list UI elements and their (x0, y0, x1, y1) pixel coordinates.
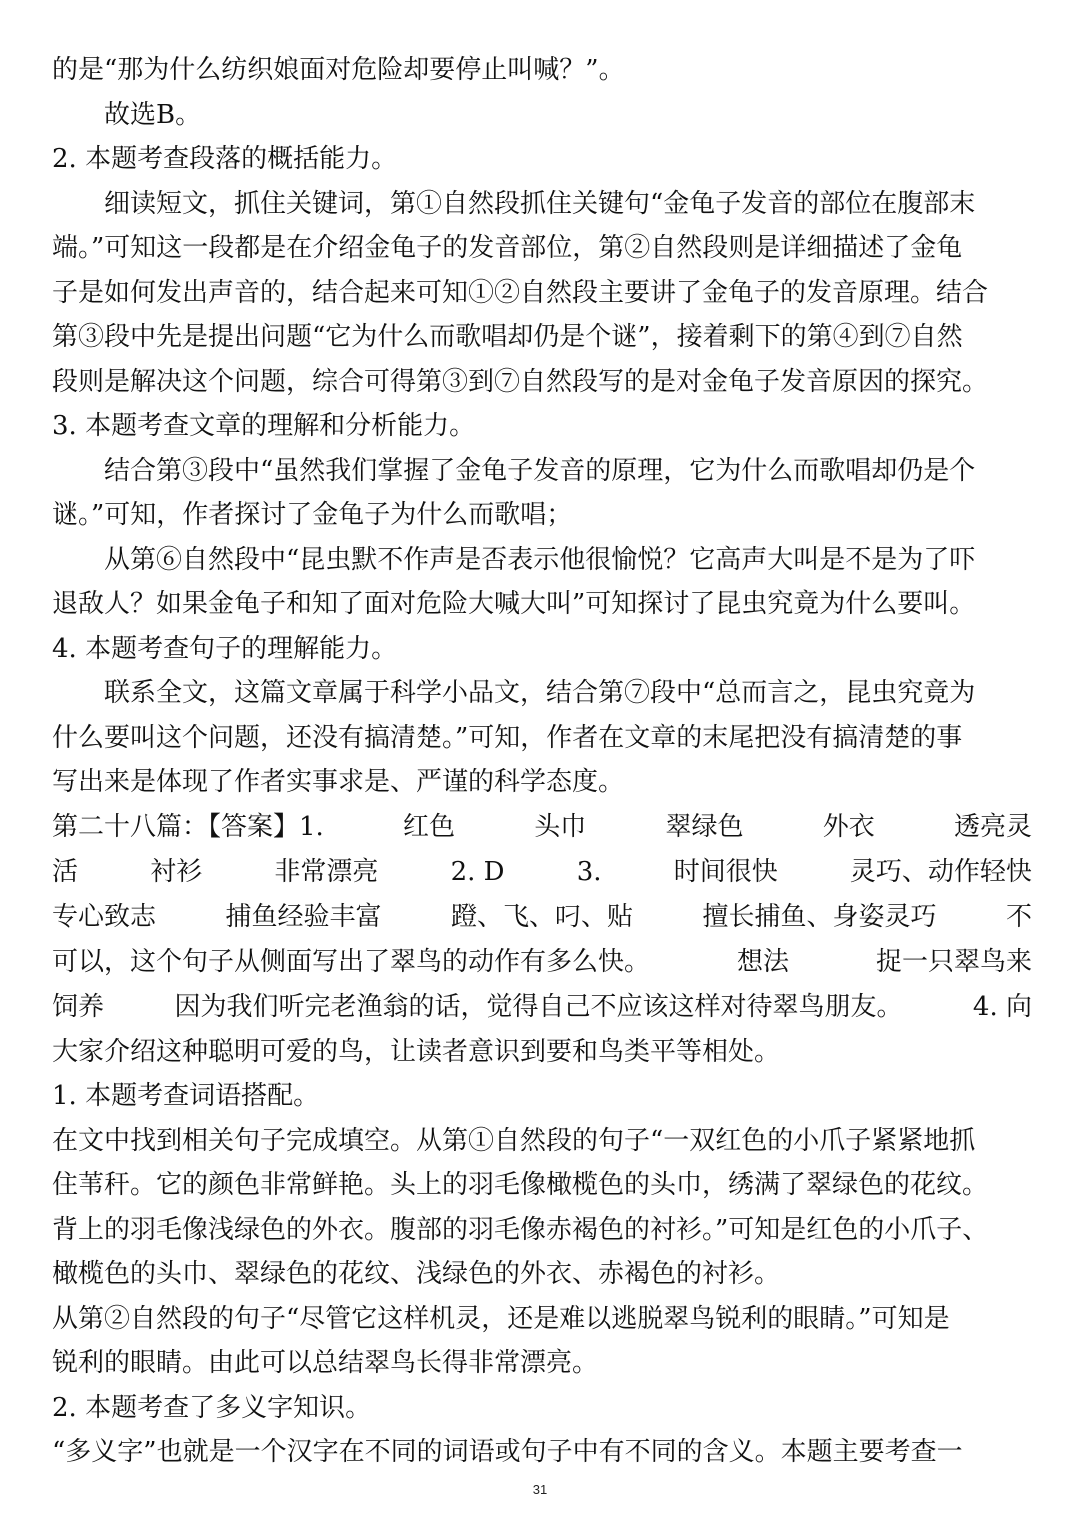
answer-fragment: 擅长捕鱼、身姿灵巧 (702, 901, 937, 932)
page-number: 31 (532, 1482, 548, 1497)
answer-fragment: 翠绿色 (665, 811, 744, 842)
text-line: 什么要叫这个问题，还没有搞清楚。”可知，作者在文章的末尾把没有搞清楚的事 (52, 722, 963, 753)
document-body (52, 48, 1032, 1475)
answer-fragment: 衬衫 (150, 856, 203, 887)
text-line: 谜。”可知，作者探讨了金龟子为什么而歌唱； (52, 500, 573, 530)
explanation-block-top (52, 48, 1032, 805)
answer-fragment: 捉一只翠鸟来 (875, 946, 1032, 977)
text-line: 在文中找到相关句子完成填空。从第①自然段的句子“一双红色的小爪子紧紧地抓 (52, 1125, 976, 1156)
text-line: 3. 本题考查文章的理解和分析能力。 (52, 411, 476, 441)
text-line: 子是如何发出声音的，结合起来可知①②自然段主要讲了金龟子的发音原理。结合 (52, 277, 989, 308)
text-line: 1. 本题考查词语搭配。 (52, 1081, 320, 1111)
answer-fragment: 不 (1005, 901, 1032, 932)
answer-fragment: 时间很快 (673, 856, 778, 887)
text-line: 从第⑥自然段中“昆虫默不作声是否表示他很愉悦？它高声大叫是不是为了吓 (104, 544, 976, 575)
text-line: 大家介绍这种聪明可爱的鸟，让读者意识到要和鸟类平等相处。 (52, 1036, 781, 1067)
text-line: 4. 本题考查句子的理解能力。 (52, 633, 398, 664)
answer-fragment: 红色 (403, 811, 456, 842)
text-line: 端。”可知这一段都是在介绍金龟子的发音部位，第②自然段则是详细描述了金龟 (52, 233, 963, 263)
text-line: 橄榄色的头巾、翠绿色的花纹、浅绿色的外衣、赤褐色的衬衫。 (52, 1259, 781, 1289)
answer-fragment: 活 (52, 856, 79, 887)
text-line: 2. 本题考查了多义字知识。 (52, 1392, 372, 1423)
answer-fragment: 可以，这个句子从侧面写出了翠鸟的动作有多么快。 (52, 946, 651, 977)
answer-fragment: 蹬、飞、叼、贴 (450, 901, 633, 932)
answer-line (52, 985, 1032, 1030)
answer-line (52, 805, 1032, 850)
answer-fragment: 3. (576, 856, 602, 887)
explanation-block-bottom (52, 1030, 1032, 1475)
answer-line (52, 895, 1032, 940)
answer-block (52, 805, 1032, 1030)
answer-fragment: 灵巧、动作轻快 (849, 856, 1032, 887)
text-line: “多义字”也就是一个汉字在不同的词语或句子中有不同的含义。本题主要考查一 (52, 1437, 963, 1467)
answer-fragment: 外衣 (822, 811, 875, 842)
text-line: 住苇秆。它的颜色非常鲜艳。头上的羽毛像橄榄色的头巾，绣满了翠绿色的花纹。 (52, 1170, 989, 1200)
answer-fragment: 专心致志 (52, 901, 157, 932)
answer-fragment: 饲养 (52, 991, 105, 1022)
text-line: 背上的羽毛像浅绿色的外衣。腹部的羽毛像赤褐色的衬衫。”可知是红色的小爪子、 (52, 1214, 989, 1245)
text-line: 锐利的眼睛。由此可以总结翠鸟长得非常漂亮。 (52, 1348, 599, 1378)
answer-line (52, 940, 1032, 985)
text-line: 细读短文，抓住关键词，第①自然段抓住关键句“金龟子发音的部位在腹部末 (104, 188, 976, 219)
answer-fragment: 2. D (450, 856, 505, 887)
text-line: 2. 本题考查段落的概括能力。 (52, 144, 398, 174)
answer-fragment: 想法 (736, 946, 789, 977)
answer-fragment: 4. 向 (972, 991, 1032, 1022)
text-line: 联系全文，这篇文章属于科学小品文，结合第⑦段中“总而言之，昆虫究竟为 (104, 678, 976, 708)
text-line: 段则是解决这个问题，综合可得第③到⑦自然段写的是对金龟子发音原因的探究。 (52, 366, 989, 397)
answer-fragment: 第二十八篇：【答案】1. (52, 811, 324, 842)
answer-fragment: 因为我们听完老渔翁的话，觉得自己不应该这样对待翠鸟朋友。 (174, 991, 903, 1022)
text-line: 退敌人？如果金龟子和知了面对危险大喊大叫”可知探讨了昆虫究竟为什么要叫。 (52, 589, 976, 619)
text-line: 的是“那为什么纺织娘面对危险却要停止叫喊？”。 (52, 55, 625, 85)
answer-fragment: 捕鱼经验丰富 (225, 901, 382, 932)
answer-line (52, 850, 1032, 895)
answer-fragment: 非常漂亮 (274, 856, 379, 887)
answer-fragment: 头巾 (534, 811, 587, 842)
text-line: 第③段中先是提出问题“它为什么而歌唱却仍是个谜”，接着剩下的第④到⑦自然 (52, 322, 963, 352)
answer-fragment: 透亮灵 (953, 811, 1032, 842)
text-line: 结合第③段中“虽然我们掌握了金龟子发音的原理，它为什么而歌唱却仍是个 (104, 455, 976, 486)
text-line: 写出来是体现了作者实事求是、严谨的科学态度。 (52, 767, 625, 797)
text-line: 故选B。 (104, 99, 202, 130)
text-line: 从第②自然段的句子“尽管它这样机灵，还是难以逃脱翠鸟锐利的眼睛。”可知是 (52, 1303, 950, 1334)
